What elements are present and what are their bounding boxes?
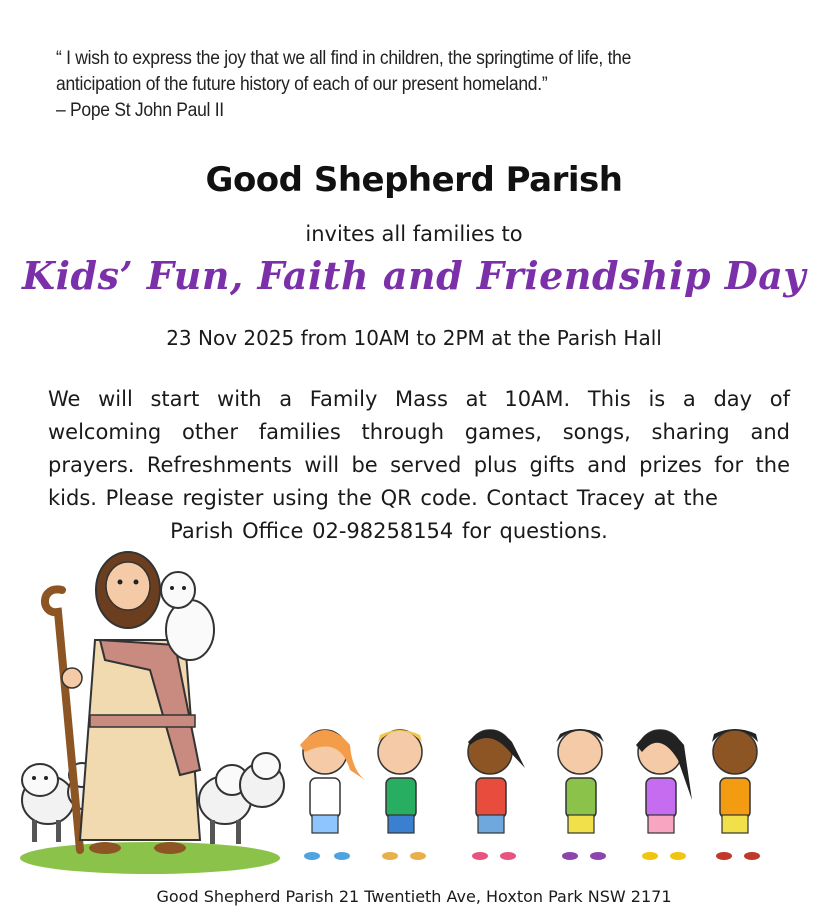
child-icon	[712, 729, 760, 860]
event-description-main: We will start with a Family Mass at 10AM. This is a day of welcoming other families through games, songs, sharing and prayers. Refreshments will be served plus gifts and prizes for the kids. Please register using the QR code. Contact Tracey at the	[48, 387, 790, 510]
child-icon	[378, 730, 426, 860]
event-description-contact: Parish Office 02-98258154 for questions.	[170, 519, 608, 543]
quote-block	[56, 46, 737, 124]
child-icon	[468, 730, 525, 860]
lamb-icon	[161, 572, 214, 660]
quote-attribution: – Pope St John Paul II	[56, 100, 224, 121]
child-icon	[300, 730, 365, 860]
footer-address: Good Shepherd Parish 21 Twentieth Ave, Hoxton Park NSW 2171	[156, 887, 672, 906]
event-description	[48, 383, 790, 548]
event-datetime: 23 Nov 2025 from 10AM to 2PM at the Parish Hall	[166, 326, 662, 350]
sheep-icon	[22, 764, 74, 842]
sheep-icon	[240, 753, 284, 807]
grass-patch	[20, 842, 280, 874]
event-title: Kids’ Fun, Faith and Friendship Day	[22, 253, 806, 298]
child-icon	[556, 729, 606, 860]
invites-line: invites all families to	[305, 222, 523, 246]
child-icon	[636, 730, 692, 860]
quote-line-2: anticipation of the future history of each of our present homeland.”	[56, 74, 548, 95]
parish-title: Good Shepherd Parish	[205, 160, 623, 200]
illustration	[0, 530, 828, 880]
quote-line-1: “ I wish to express the joy that we all find in children, the springtime of life, the	[56, 48, 632, 69]
